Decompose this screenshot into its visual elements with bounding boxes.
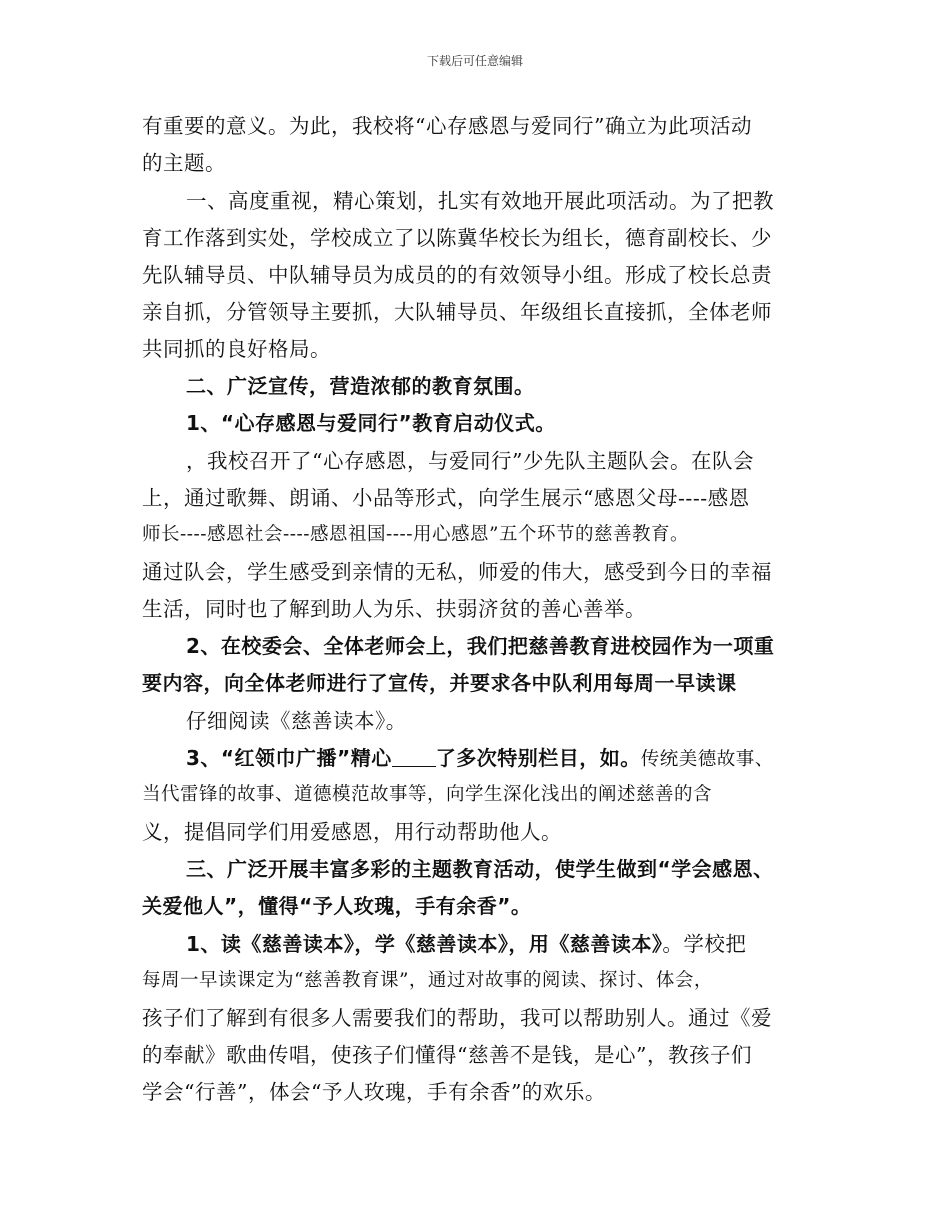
text-line: 每周一早读课定为“慈善教育课”，通过对故事的阅读、探讨、体会， [142,970,713,991]
text-line: 孩子们了解到有很多人需要我们的帮助，我可以帮助别人。通过《爱 [142,1006,772,1030]
text-line: 通过队会，学生感受到亲情的无私，师爱的伟大，感受到今日的幸福 [142,560,772,584]
text-line: 亲自抓，分管领导主要抓，大队辅导员、年级组长直接抓，全体老师 [142,300,772,324]
text-line: 先队辅导员、中队辅导员为成员的的有效领导小组。形成了校长总责 [142,263,772,287]
text-line: 生活，同时也了解到助人为乐、扶弱济贫的善心善举。 [142,597,646,621]
text-line: 3、“红领巾广播”精心 了多次特别栏目，如。传统美德故事、 [186,746,774,770]
section-heading: 关爱他人”，懂得“予人玫瑰，手有余香”。 [142,894,532,918]
section-heading: 三、广泛开展丰富多彩的主题教育活动，使学生做到“学会感恩、 [186,857,774,881]
text-line: 1、读《慈善读本》，学《慈善读本》，用《慈善读本》。学校把 [186,932,747,956]
text-line: 共同抓的良好格局。 [142,337,331,361]
text-line: 学会“行善”，体会“予人玫瑰，手有余香”的欢乐。 [142,1080,606,1104]
sub-heading: 要内容，向全体老师进行了宣传，并要求各中队利用每周一早读课 [142,671,737,695]
sub-heading: 2、在校委会、全体老师会上，我们把慈善教育进校园作为一项重 [186,634,775,658]
text-line: 义，提倡同学们用爱感恩，用行动帮助他人。 [142,820,562,844]
text-line: 的主题。 [142,151,226,175]
text-line: 有重要的意义。为此，我校将“心存感恩与爱同行”确立为此项活动 [142,114,752,138]
text-line: 当代雷锋的故事、道德模范故事等，向学生深化浅出的阐述慈善的含 [142,784,713,805]
section-heading: 二、广泛宣传，营造浓郁的教育氛围。 [186,374,535,398]
sub-heading: 1、“心存感恩与爱同行”教育启动仪式。 [186,411,556,435]
text-line: 师长----感恩社会----感恩祖国----用心感恩”五个环节的慈善教育。 [142,524,689,545]
text-line: ，我校召开了“心存感恩，与爱同行”少先队主题队会。在队会 [186,449,754,473]
text-line: 上，通过歌舞、朗诵、小品等形式，向学生展示“感恩父母----感恩 [142,486,750,510]
page-header: 下载后可任意编辑 [426,54,523,68]
text-line: 育工作落到实处，学校成立了以陈冀华校长为组长，德育副校长、少 [142,226,772,250]
text-line: 的奉献》歌曲传唱，使孩子们懂得“慈善不是钱，是心”，教孩子们 [142,1043,752,1067]
text-line: 一、高度重视，精心策划，扎实有效地开展此项活动。为了把教 [186,189,774,213]
text-line: 仔细阅读《慈善读本》。 [186,709,407,733]
fill-in-blank [392,744,436,767]
